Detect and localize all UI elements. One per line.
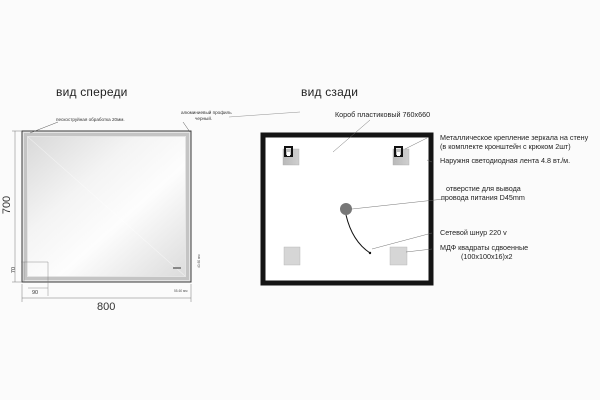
front-mirror	[22, 131, 191, 282]
sensor-height-label: 70	[11, 266, 18, 274]
aluminum-note-line2: черный.	[195, 116, 213, 121]
mdf-square-left	[284, 247, 300, 265]
aluminum-leader-ext	[229, 112, 300, 117]
back-view-title: вид сзади	[301, 85, 359, 99]
hole-label-line1: отверстие для вывода	[446, 184, 521, 193]
height-dimension-label: 700	[1, 195, 14, 215]
mount-bracket-right	[393, 147, 409, 165]
cord-plug	[369, 252, 371, 254]
mdf-square-right	[390, 247, 407, 265]
dimension-width	[22, 284, 191, 302]
sensor-width-label: 90	[32, 290, 39, 296]
led-strip-label: Наружня светодиодная лента 4.8 вт./м.	[440, 156, 571, 165]
cable-hole	[340, 203, 352, 215]
hole-label-line2: провода питания D45mm	[441, 193, 525, 202]
front-view-title: вид спереди	[56, 85, 128, 99]
mdf-label-line2: (100х100х16)х2	[461, 252, 513, 261]
mount-label-line1: Металлическое крепление зеркала на стену	[440, 133, 589, 142]
width-dimension-label: 800	[97, 301, 116, 313]
side-note: 40-60 мм	[197, 254, 201, 268]
dimension-height	[12, 131, 22, 282]
aluminum-note-line1: алюминиевый профиль	[181, 110, 232, 115]
box-label: Короб пластиковый 760х660	[335, 110, 431, 119]
mount-label-line2: (в комплекте кронштейн с крюком 2шт)	[440, 142, 571, 151]
mount-bracket-left	[283, 147, 299, 165]
depth-note: 55-60 мм	[174, 289, 188, 293]
sandblast-note: пескоструйная обработка 20мм.	[56, 117, 125, 122]
cord-label: Сетевой шнур 220 v	[440, 228, 507, 237]
touch-sensor	[173, 267, 181, 269]
mdf-label-line1: МДФ квадраты сдвоенные	[440, 243, 529, 252]
